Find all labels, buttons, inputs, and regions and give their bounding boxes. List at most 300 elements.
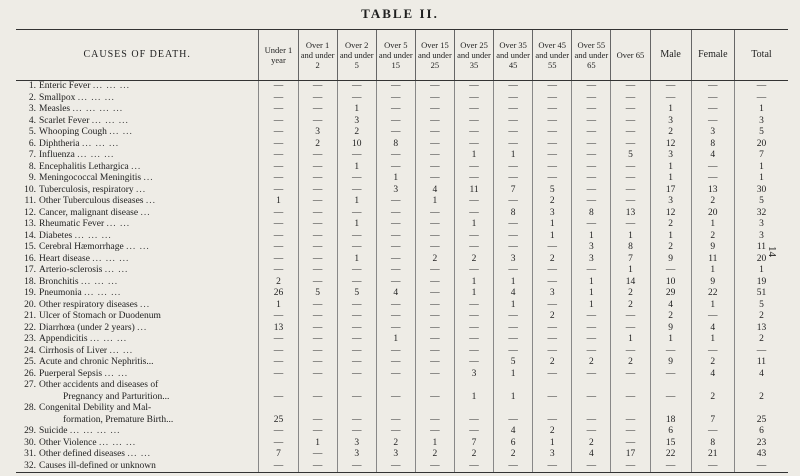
value-cell: — [298, 265, 337, 277]
value-cell: — [611, 426, 650, 438]
value-cell: — [691, 81, 734, 93]
value-cell: — [454, 357, 493, 369]
value-cell: 2 [376, 438, 415, 450]
leader-dots: ... ... ... [77, 92, 115, 103]
value-cell: 17 [611, 449, 650, 461]
cause-name: Influenza [39, 150, 75, 160]
value-cell: — [494, 104, 533, 116]
value-cell: 12 [650, 208, 691, 220]
value-cell: — [298, 369, 337, 381]
value-cell: 5 [494, 357, 533, 369]
cause-name: Smallpox [39, 92, 76, 103]
leader-dots: ... ... [106, 219, 131, 229]
value-cell: — [494, 415, 533, 427]
cause-cell [16, 185, 259, 197]
value-cell [572, 403, 611, 415]
value-cell: 1 [572, 231, 611, 243]
row-number: 16. [24, 253, 36, 264]
value-cell: — [376, 150, 415, 162]
value-cell: 8 [611, 242, 650, 254]
cause-cell [16, 369, 259, 381]
value-cell: 23 [734, 438, 788, 450]
value-cell: 2 [415, 254, 454, 266]
value-cell: — [298, 461, 337, 473]
value-cell: — [259, 139, 298, 151]
table-row [16, 311, 788, 323]
value-cell: — [298, 242, 337, 254]
value-cell: — [533, 81, 572, 93]
cause-cell [16, 346, 259, 358]
value-cell: 5 [734, 300, 788, 312]
value-cell: — [572, 139, 611, 151]
value-cell: 25 [259, 415, 298, 427]
value-cell: 21 [691, 449, 734, 461]
value-cell: 2 [691, 392, 734, 404]
leader-dots: ... ... ... [74, 230, 112, 241]
value-cell: 1 [298, 438, 337, 450]
value-cell: — [734, 461, 788, 473]
row-number: 4. [28, 115, 36, 126]
value-cell: — [259, 461, 298, 473]
value-cell: 17 [650, 185, 691, 197]
value-cell: — [259, 392, 298, 404]
value-cell: — [259, 173, 298, 185]
value-cell: — [611, 139, 650, 151]
value-cell: — [611, 173, 650, 185]
value-cell: 2 [691, 231, 734, 243]
value-cell [376, 380, 415, 392]
value-cell: — [494, 93, 533, 105]
value-cell: — [337, 357, 376, 369]
value-cell: — [533, 323, 572, 335]
value-cell: — [611, 369, 650, 381]
value-cell: — [298, 346, 337, 358]
value-cell: 2 [572, 357, 611, 369]
value-cell: — [376, 461, 415, 473]
value-cell: 1 [611, 265, 650, 277]
value-cell: — [415, 173, 454, 185]
cause-name: Bronchitis [39, 276, 79, 287]
value-cell: 1 [337, 196, 376, 208]
cause-name: Scarlet Fever [39, 115, 90, 126]
value-cell: — [376, 196, 415, 208]
value-cell: 1 [572, 277, 611, 289]
table-row [16, 369, 788, 381]
value-cell: 19 [734, 277, 788, 289]
value-cell: 4 [494, 288, 533, 300]
value-cell: 9 [650, 357, 691, 369]
cause-name: Ulcer of Stomach or Duodenum [39, 311, 161, 321]
value-cell: — [454, 300, 493, 312]
value-cell: — [259, 242, 298, 254]
cause-name: Cancer, malignant disease [39, 207, 139, 218]
value-cell: — [415, 150, 454, 162]
row-number: 21. [24, 311, 36, 321]
value-cell: — [415, 311, 454, 323]
value-cell: 3 [734, 231, 788, 243]
leader-dots: ... ... ... [82, 138, 120, 149]
value-cell: — [454, 415, 493, 427]
value-cell: — [533, 93, 572, 105]
value-cell: 1 [494, 277, 533, 289]
value-cell: — [298, 162, 337, 174]
value-cell: — [572, 81, 611, 93]
value-cell: — [376, 127, 415, 139]
value-cell: — [454, 346, 493, 358]
leader-dots: ... [143, 173, 154, 183]
value-cell: 7 [259, 449, 298, 461]
value-cell: 1 [337, 219, 376, 231]
value-cell: — [494, 461, 533, 473]
cause-name: Tuberculosis, respiratory [39, 184, 134, 195]
value-cell: 3 [572, 254, 611, 266]
value-cell: — [572, 116, 611, 128]
row-number: 26. [24, 368, 36, 379]
cause-name: Diphtheria [39, 138, 80, 149]
value-cell: 1 [691, 300, 734, 312]
value-cell: 2 [572, 438, 611, 450]
column-header: Under 1 year [259, 30, 298, 81]
value-cell: — [572, 346, 611, 358]
cause-name: Rheumatic Fever [39, 219, 105, 229]
row-number: 10. [24, 184, 36, 195]
cause-name: Encephalitis Lethargica [39, 161, 129, 172]
value-cell: — [415, 323, 454, 335]
value-cell: 3 [533, 208, 572, 220]
cause-cell [16, 173, 259, 185]
value-cell: — [259, 127, 298, 139]
value-cell: 29 [650, 288, 691, 300]
cause-cell [16, 116, 259, 128]
row-number: 7. [28, 150, 36, 160]
value-cell: 2 [650, 219, 691, 231]
value-cell: — [337, 231, 376, 243]
value-cell: 3 [337, 438, 376, 450]
cause-name: Enteric Fever [39, 81, 91, 91]
value-cell: 8 [494, 208, 533, 220]
leader-dots: ... ... [104, 265, 129, 275]
row-number: 2. [28, 92, 36, 103]
value-cell: — [494, 231, 533, 243]
cause-name: Other respiratory diseases [39, 299, 138, 310]
row-number: 19. [24, 288, 36, 298]
value-cell: 2 [454, 254, 493, 266]
value-cell: 51 [734, 288, 788, 300]
value-cell: 5 [298, 288, 337, 300]
cause-cell [16, 461, 259, 473]
table-row [16, 162, 788, 174]
value-cell: 22 [691, 288, 734, 300]
cause-name: Appendicitis [39, 334, 88, 344]
leader-dots: ... [145, 196, 156, 206]
value-cell: — [337, 300, 376, 312]
value-cell: — [572, 392, 611, 404]
value-cell: — [611, 185, 650, 197]
table-row [16, 346, 788, 358]
value-cell: — [298, 231, 337, 243]
cause-name: Acute and chronic Nephritis... [39, 357, 154, 367]
row-number: 30. [24, 437, 36, 448]
value-cell: 2 [691, 196, 734, 208]
value-cell: — [415, 162, 454, 174]
leader-dots: ... [131, 161, 142, 172]
value-cell: 11 [691, 254, 734, 266]
value-cell: — [259, 81, 298, 93]
value-cell: — [415, 369, 454, 381]
table-row [16, 300, 788, 312]
value-cell: — [376, 242, 415, 254]
value-cell: — [454, 162, 493, 174]
leader-dots: ... ... ... ... [72, 104, 124, 114]
value-cell: 8 [691, 139, 734, 151]
cause-name: Other defined diseases [39, 449, 125, 459]
value-cell: 13 [691, 185, 734, 197]
cause-cell [16, 242, 259, 254]
value-cell: 5 [611, 150, 650, 162]
value-cell: — [454, 323, 493, 335]
value-cell: — [572, 196, 611, 208]
value-cell: — [415, 288, 454, 300]
value-cell: — [533, 162, 572, 174]
value-cell: — [298, 116, 337, 128]
value-cell: — [734, 81, 788, 93]
value-cell: — [494, 173, 533, 185]
cause-cell [16, 323, 259, 335]
value-cell: — [572, 323, 611, 335]
table-row [16, 380, 788, 392]
cause-name: formation, Premature Birth... [63, 414, 174, 425]
value-cell: — [259, 162, 298, 174]
value-cell: — [572, 185, 611, 197]
value-cell [572, 380, 611, 392]
value-cell: — [259, 438, 298, 450]
value-cell [734, 403, 788, 415]
row-number: 24. [24, 345, 36, 356]
value-cell: — [259, 150, 298, 162]
value-cell: 2 [259, 277, 298, 289]
value-cell [533, 403, 572, 415]
value-cell: — [415, 415, 454, 427]
cause-cell [16, 208, 259, 220]
value-cell: 4 [691, 323, 734, 335]
value-cell: — [298, 104, 337, 116]
cause-name: Pregnancy and Parturition... [63, 391, 170, 402]
value-cell: — [454, 196, 493, 208]
value-cell: — [298, 208, 337, 220]
value-cell: — [533, 334, 572, 346]
row-number: 12. [24, 207, 36, 218]
row-number: 14. [24, 230, 36, 241]
value-cell: 1 [454, 392, 493, 404]
value-cell: 1 [415, 438, 454, 450]
value-cell: 3 [376, 185, 415, 197]
value-cell: — [611, 461, 650, 473]
value-cell: — [611, 116, 650, 128]
value-cell: 1 [650, 104, 691, 116]
value-cell: 1 [494, 150, 533, 162]
row-number: 1. [28, 81, 36, 91]
cause-cell [16, 334, 259, 346]
value-cell: 7 [734, 150, 788, 162]
column-header: Over 35 and under 45 [494, 30, 533, 81]
value-cell: — [572, 127, 611, 139]
value-cell: — [454, 208, 493, 220]
leader-dots: ... ... [109, 127, 133, 137]
value-cell: 18 [650, 415, 691, 427]
cause-cell [16, 162, 259, 174]
value-cell: 1 [494, 300, 533, 312]
value-cell: 13 [734, 323, 788, 335]
cause-name: Whooping Cough [39, 127, 107, 137]
value-cell: 6 [650, 426, 691, 438]
cause-name: Other Tuberculous diseases [39, 196, 144, 206]
value-cell: 4 [650, 300, 691, 312]
value-cell: — [494, 81, 533, 93]
cause-cell [16, 277, 259, 289]
value-cell: — [337, 277, 376, 289]
value-cell: — [337, 93, 376, 105]
value-cell: — [259, 254, 298, 266]
value-cell: — [533, 265, 572, 277]
value-cell: — [376, 346, 415, 358]
value-cell: 5 [734, 196, 788, 208]
value-cell: — [734, 93, 788, 105]
value-cell: — [337, 173, 376, 185]
value-cell: 13 [259, 323, 298, 335]
value-cell: — [376, 369, 415, 381]
table-row [16, 334, 788, 346]
value-cell: — [572, 265, 611, 277]
value-cell: — [415, 219, 454, 231]
value-cell: — [454, 127, 493, 139]
value-cell: — [415, 139, 454, 151]
value-cell: — [337, 461, 376, 473]
value-cell: — [415, 346, 454, 358]
cause-name: Suicide [39, 426, 68, 436]
value-cell: 25 [734, 415, 788, 427]
value-cell: — [337, 369, 376, 381]
table-row [16, 93, 788, 105]
value-cell: — [572, 334, 611, 346]
value-cell: — [259, 231, 298, 243]
value-cell: 1 [734, 162, 788, 174]
value-cell: — [415, 93, 454, 105]
value-cell: 4 [376, 288, 415, 300]
value-cell: 3 [572, 242, 611, 254]
value-cell: 2 [611, 357, 650, 369]
value-cell: — [572, 426, 611, 438]
value-cell: — [494, 242, 533, 254]
value-cell: 3 [337, 449, 376, 461]
value-cell: — [533, 139, 572, 151]
table-row [16, 392, 788, 404]
cause-cell [16, 254, 259, 266]
value-cell: — [533, 242, 572, 254]
table-title: TABLE II. [361, 6, 439, 21]
row-number: 20. [24, 299, 36, 310]
value-cell: 1 [533, 219, 572, 231]
value-cell: 1 [259, 300, 298, 312]
value-cell: — [454, 242, 493, 254]
cause-cell [16, 426, 259, 438]
row-number: 9. [28, 173, 36, 183]
value-cell: 2 [298, 139, 337, 151]
cause-name: Other accidents and diseases of [39, 380, 159, 390]
value-cell: — [533, 300, 572, 312]
value-cell: 1 [376, 173, 415, 185]
value-cell: — [415, 231, 454, 243]
cause-name: Pneumonia [39, 288, 82, 298]
value-cell: — [298, 323, 337, 335]
value-cell: — [376, 311, 415, 323]
value-cell: — [494, 127, 533, 139]
value-cell: — [415, 300, 454, 312]
column-header: Over 2 and under 5 [337, 30, 376, 81]
table-row [16, 81, 788, 93]
value-cell: 3 [650, 196, 691, 208]
value-cell: — [298, 392, 337, 404]
column-header: Female [691, 30, 734, 81]
value-cell: — [259, 334, 298, 346]
cause-name: Other Violence [39, 437, 97, 448]
value-cell: — [337, 346, 376, 358]
column-header: Over 45 and under 55 [533, 30, 572, 81]
value-cell: — [650, 93, 691, 105]
value-cell: 1 [611, 231, 650, 243]
value-cell: — [298, 254, 337, 266]
value-cell: — [337, 242, 376, 254]
column-header-cause: CAUSES OF DEATH. [16, 30, 259, 81]
value-cell [298, 380, 337, 392]
value-cell: — [415, 334, 454, 346]
value-cell: 2 [454, 449, 493, 461]
cause-cell [16, 300, 259, 312]
value-cell: 2 [734, 392, 788, 404]
value-cell: 8 [691, 438, 734, 450]
value-cell: 10 [650, 277, 691, 289]
value-cell: — [298, 415, 337, 427]
value-cell: — [494, 196, 533, 208]
value-cell: — [611, 438, 650, 450]
leader-dots: ... ... ... [98, 437, 137, 448]
value-cell: 3 [734, 116, 788, 128]
value-cell: — [533, 392, 572, 404]
value-cell: 1 [259, 196, 298, 208]
value-cell: — [376, 81, 415, 93]
value-cell [454, 403, 493, 415]
value-cell: — [415, 392, 454, 404]
value-cell: — [259, 93, 298, 105]
value-cell: 7 [691, 415, 734, 427]
value-cell: — [259, 116, 298, 128]
value-cell: — [494, 139, 533, 151]
value-cell: — [454, 116, 493, 128]
value-cell: 1 [691, 219, 734, 231]
value-cell: — [298, 449, 337, 461]
value-cell: 1 [454, 288, 493, 300]
value-cell: 1 [611, 334, 650, 346]
value-cell: — [259, 208, 298, 220]
table-row [16, 139, 788, 151]
value-cell: 6 [494, 438, 533, 450]
value-cell [611, 380, 650, 392]
table-row [16, 116, 788, 128]
table-row [16, 219, 788, 231]
value-cell [376, 403, 415, 415]
value-cell: — [454, 104, 493, 116]
value-cell: — [611, 415, 650, 427]
value-cell: — [691, 162, 734, 174]
